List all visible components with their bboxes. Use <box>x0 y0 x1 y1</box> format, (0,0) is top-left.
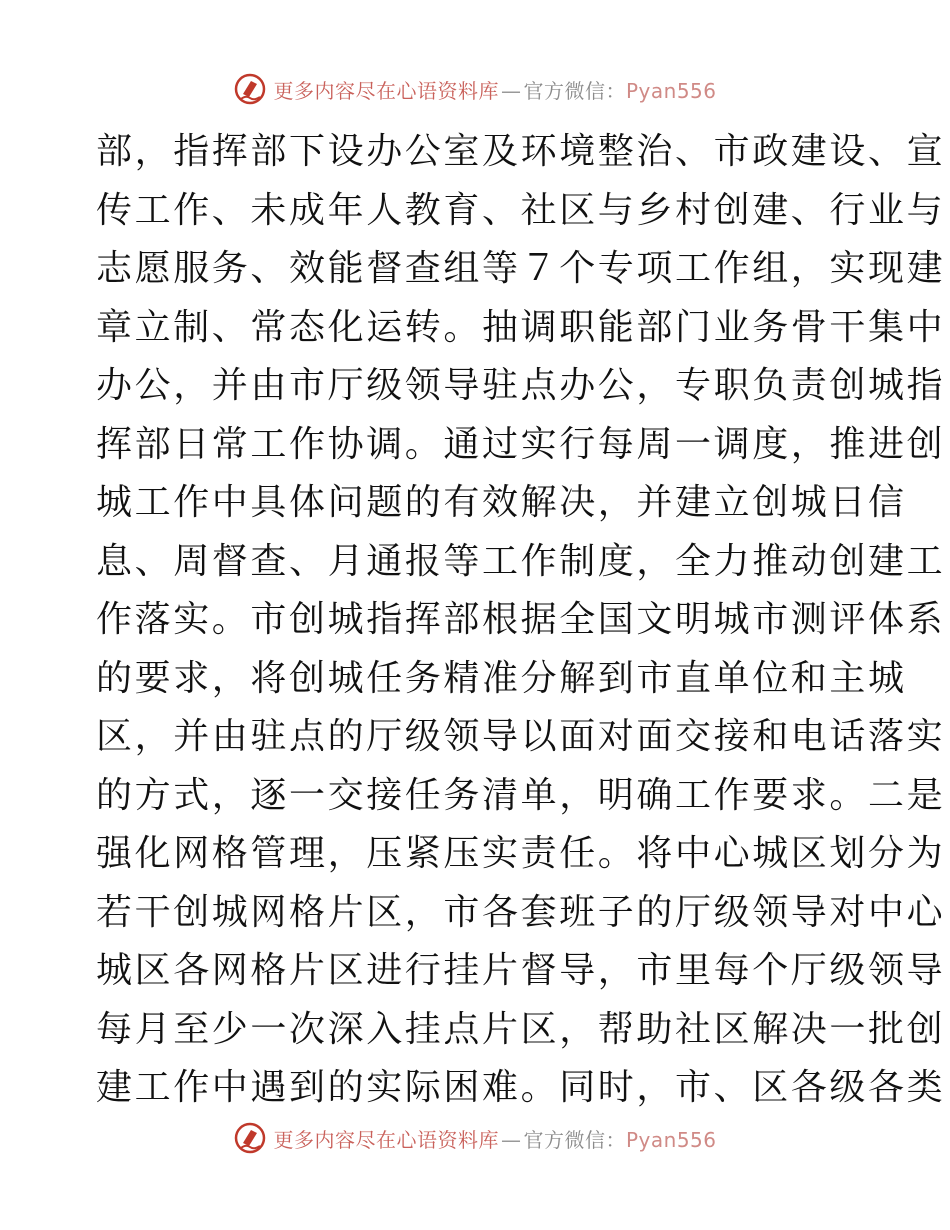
body-line: 的方式，逐一交接任务清单，明确工作要求。二是 <box>96 774 946 816</box>
body-line: 城区各网格片区进行挂片督导，市里每个厅级领导 <box>96 950 946 991</box>
body-line: 强化网格管理，压紧压实责任。将中心城区划分为 <box>96 833 946 874</box>
body-line: 办公，并由市厅级领导驻点办公，专职负责创城指 <box>96 365 946 406</box>
body-line: 传工作、未成年人教育、社区与乡村创建、行业与 <box>96 189 946 231</box>
watermark-slogan: 更多内容尽在心语资料库 <box>273 78 499 103</box>
watermark-text <box>273 75 716 104</box>
document-body <box>96 123 946 1118</box>
header-watermark <box>0 72 950 106</box>
body-line: 作落实。市创城指挥部根据全国文明城市测评体系 <box>96 599 946 640</box>
logo-icon <box>233 1121 267 1155</box>
watermark-label: 官方微信： <box>523 1127 626 1152</box>
watermark-separator: — <box>500 78 522 103</box>
body-line: 章立制、常态化运转。抽调职能部门业务骨干集中 <box>96 306 946 348</box>
body-line: 的要求，将创城任务精准分解到市直单位和主城 <box>96 657 907 699</box>
logo-icon <box>233 72 267 106</box>
body-line: 部，指挥部下设办公室及环境整治、市政建设、宣 <box>96 131 946 172</box>
watermark-wechat-id: Pyan556 <box>625 1127 717 1152</box>
body-line: 息、周督查、月通报等工作制度，全力推动创建工 <box>96 540 946 582</box>
watermark-wechat-id: Pyan556 <box>625 78 717 103</box>
watermark-separator: — <box>500 1127 522 1152</box>
body-line: 区，并由驻点的厅级领导以面对面交接和电话落实 <box>96 716 946 757</box>
watermark-label: 官方微信： <box>523 78 626 103</box>
body-line: 城工作中具体问题的有效解决，并建立创城日信 <box>96 482 907 523</box>
footer-watermark <box>0 1121 950 1155</box>
watermark-slogan: 更多内容尽在心语资料库 <box>273 1127 499 1152</box>
watermark-text <box>273 1124 716 1153</box>
body-line: 挥部日常工作协调。通过实行每周一调度，推进创 <box>96 423 946 465</box>
body-line: 志愿服务、效能督查组等７个专项工作组，实现建 <box>96 248 946 289</box>
body-line: 建工作中遇到的实际困难。同时，市、区各级各类 <box>96 1067 946 1108</box>
body-line: 若干创城网格片区，市各套班子的厅级领导对中心 <box>96 891 946 933</box>
body-line: 每月至少一次深入挂点片区，帮助社区解决一批创 <box>96 1008 946 1050</box>
